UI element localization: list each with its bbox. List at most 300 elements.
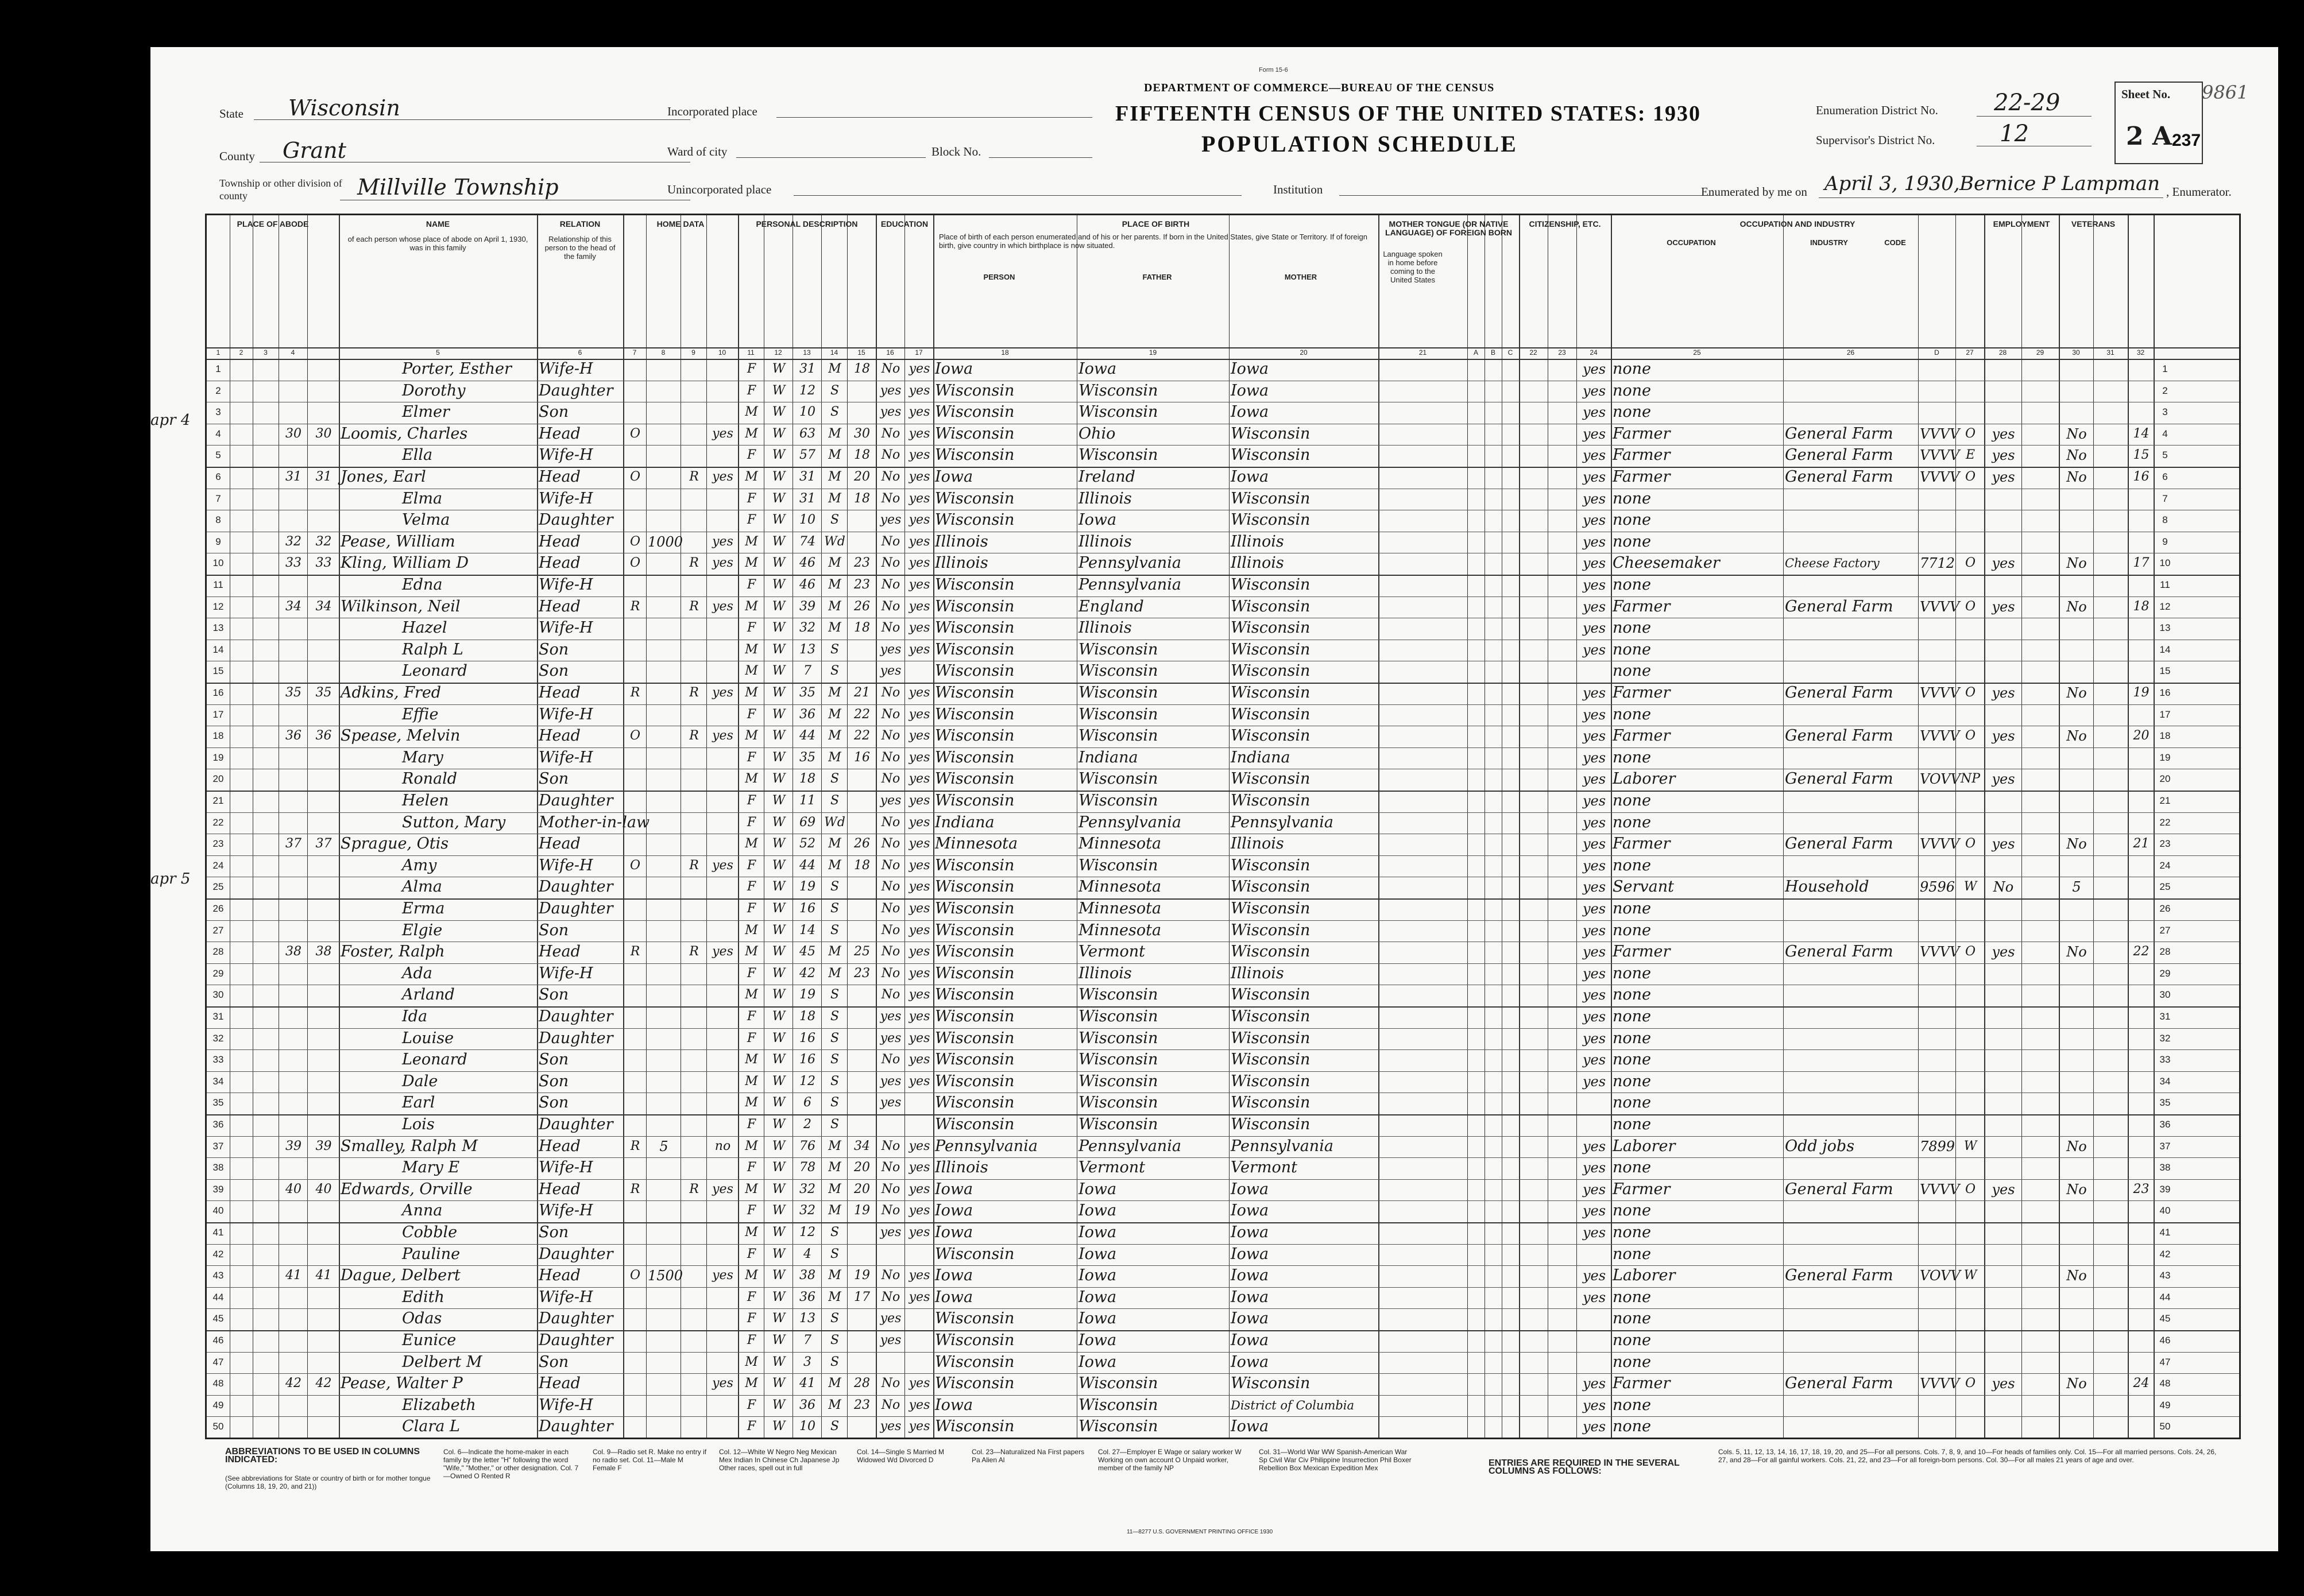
- column-number: A: [1473, 348, 1478, 357]
- line-number-right: 15: [2159, 665, 2171, 677]
- cell-ms: S: [830, 1095, 840, 1110]
- cell-rel: Wife-H: [539, 446, 593, 464]
- cell-rel: Head: [539, 684, 581, 702]
- line-number: 48: [212, 1378, 224, 1389]
- cell-name: Amy: [402, 856, 437, 874]
- line-number-right: 47: [2159, 1356, 2171, 1368]
- cell-read: yes: [909, 944, 930, 959]
- cell-occ: none: [1613, 1310, 1652, 1328]
- cell-read: yes: [909, 1268, 930, 1283]
- column-divider: [2059, 215, 2060, 1438]
- cell-agm: 26: [854, 599, 870, 614]
- header-employment: EMPLOYMENT: [1993, 219, 2050, 228]
- cell-race: W: [772, 513, 786, 528]
- cell-ms: M: [828, 578, 841, 592]
- cell-sex: F: [747, 513, 756, 528]
- unincorporated-label: Unincorporated place: [667, 183, 772, 196]
- cell-fb: Wisconsin: [1078, 1051, 1158, 1069]
- cell-pb: Wisconsin: [935, 511, 1015, 529]
- cell-sex: M: [745, 405, 758, 420]
- cell-read: yes: [909, 534, 930, 549]
- cell-ms: S: [830, 1246, 840, 1261]
- cell-ms: S: [830, 1052, 840, 1067]
- cell-name: Eunice: [402, 1331, 457, 1349]
- cell-fam: 42: [315, 1376, 332, 1391]
- cell-race: W: [772, 362, 786, 376]
- cell-mb: Wisconsin: [1231, 640, 1311, 658]
- cell-radio: R: [689, 599, 699, 614]
- cell-race: W: [772, 470, 786, 484]
- cell-fb: Wisconsin: [1078, 684, 1158, 702]
- cell-eng: yes: [1582, 577, 1606, 593]
- cell-school: yes: [880, 1419, 902, 1434]
- cell-pb: Iowa: [935, 1180, 973, 1198]
- cell-sex: F: [747, 1117, 756, 1132]
- cell-cow: O: [1965, 556, 1976, 571]
- header-person: PERSON: [983, 273, 1015, 281]
- cell-fsn: 17: [2133, 556, 2150, 571]
- cell-fb: Ohio: [1078, 424, 1116, 443]
- cell-school: yes: [880, 1311, 902, 1326]
- cell-sex: M: [745, 944, 758, 959]
- line-number-right: 43: [2159, 1270, 2171, 1281]
- cell-race: W: [772, 426, 786, 441]
- cell-sex: M: [745, 729, 758, 743]
- cell-pb: Iowa: [935, 1266, 973, 1285]
- sheet-label: Sheet No.: [2121, 87, 2171, 101]
- cell-sex: M: [745, 923, 758, 938]
- cell-name: Pease, William: [341, 532, 455, 551]
- cell-occ: none: [1613, 1202, 1652, 1220]
- cell-school: yes: [880, 793, 902, 808]
- cell-occ: none: [1613, 921, 1652, 939]
- line-number-right: 3: [2162, 406, 2168, 418]
- column-divider: [1378, 215, 1379, 1438]
- cell-mb: Wisconsin: [1231, 900, 1311, 917]
- cell-rel: Son: [539, 1353, 569, 1371]
- cell-vet: No: [2066, 685, 2087, 701]
- cell-race: W: [772, 815, 786, 830]
- line-number-right: 20: [2159, 773, 2171, 785]
- cell-rel: Daughter: [539, 1115, 613, 1133]
- cell-eng: yes: [1582, 1419, 1606, 1435]
- cell-fam: 31: [315, 470, 332, 484]
- cell-ind: General Farm: [1785, 684, 1893, 702]
- cell-own: O: [629, 729, 641, 743]
- cell-farm: yes: [712, 1268, 733, 1283]
- column-divider: [933, 215, 934, 1438]
- cell-pb: Wisconsin: [935, 1353, 1015, 1371]
- cell-race: W: [772, 405, 786, 420]
- cell-age: 2: [803, 1117, 811, 1132]
- cell-code: VOVV: [1920, 771, 1961, 788]
- line-number: 5: [215, 450, 221, 461]
- cell-rel: Head: [539, 532, 581, 551]
- cell-vet: No: [2066, 598, 2087, 615]
- cell-race: W: [772, 1246, 786, 1261]
- cell-agm: 26: [854, 836, 870, 851]
- cell-school: No: [881, 750, 900, 765]
- column-number: 27: [1966, 348, 1974, 357]
- line-number: 19: [212, 751, 224, 763]
- cell-rel: Wife-H: [539, 619, 593, 637]
- cell-code: 9596: [1920, 879, 1955, 896]
- cell-age: 44: [799, 858, 815, 873]
- cell-eng: yes: [1582, 361, 1606, 377]
- cell-own: R: [630, 1138, 640, 1153]
- cell-farm: yes: [712, 944, 733, 959]
- cell-farm: yes: [712, 685, 733, 700]
- cell-pb: Iowa: [935, 1396, 973, 1414]
- column-divider: [1519, 215, 1520, 1438]
- cell-pb: Indiana: [935, 813, 995, 831]
- cell-own: O: [629, 1268, 641, 1283]
- cell-fb: Pennsylvania: [1078, 1137, 1181, 1155]
- cell-age: 16: [799, 1031, 815, 1045]
- cell-mb: Wisconsin: [1231, 1115, 1311, 1133]
- cell-mb: Iowa: [1231, 1202, 1269, 1220]
- cell-mb: Wisconsin: [1231, 986, 1311, 1004]
- cell-farm: yes: [712, 1181, 733, 1196]
- column-divider: [847, 215, 848, 1438]
- cell-dw: 40: [285, 1181, 301, 1196]
- column-number: 29: [2036, 348, 2044, 357]
- header-father: FATHER: [1142, 273, 1172, 281]
- cell-ms: S: [830, 923, 840, 938]
- cell-rel: Wife-H: [539, 489, 593, 508]
- enumerated-label: Enumerated by me on: [1701, 185, 1807, 199]
- line-number-right: 26: [2159, 903, 2171, 914]
- cell-eng: yes: [1582, 793, 1606, 809]
- cell-read: yes: [909, 1419, 930, 1434]
- cell-ms: S: [830, 664, 840, 679]
- column-divider: [537, 215, 538, 1438]
- cell-fb: Wisconsin: [1078, 662, 1158, 680]
- cell-race: W: [772, 1419, 786, 1434]
- line-number: 39: [212, 1183, 224, 1195]
- cell-eng: yes: [1582, 685, 1606, 701]
- cell-pb: Wisconsin: [935, 619, 1015, 637]
- cell-fsn: 16: [2133, 470, 2150, 484]
- cell-ms: S: [830, 1333, 840, 1347]
- cell-ms: M: [828, 1181, 841, 1196]
- cell-sex: M: [745, 987, 758, 1002]
- header-occupation: OCCUPATION: [1667, 238, 1716, 247]
- line-number: 31: [212, 1011, 224, 1022]
- cell-race: W: [772, 621, 786, 636]
- cell-ms: S: [830, 1009, 840, 1024]
- cell-sex: F: [747, 750, 756, 765]
- cell-cow: NP: [1960, 772, 1981, 787]
- cell-occ: Laborer: [1613, 1137, 1676, 1155]
- ed-value: 22-29: [1994, 90, 2061, 116]
- cell-name: Leonard: [402, 1051, 467, 1069]
- cell-ms: S: [830, 987, 840, 1002]
- line-number-right: 11: [2160, 579, 2170, 590]
- cell-race: W: [772, 901, 786, 916]
- cell-mb: Iowa: [1231, 1245, 1269, 1263]
- cell-school: No: [881, 556, 900, 571]
- cell-sex: F: [747, 1009, 756, 1024]
- cell-own: O: [629, 858, 641, 873]
- cell-fb: Wisconsin: [1078, 446, 1158, 464]
- cell-rel: Son: [539, 1072, 569, 1090]
- cell-ms: M: [828, 1138, 841, 1153]
- cell-eng: yes: [1582, 1009, 1606, 1025]
- cell-mb: Iowa: [1231, 1417, 1269, 1436]
- cell-farm: yes: [712, 556, 733, 571]
- cell-occ: Farmer: [1613, 1180, 1671, 1198]
- column-number: 23: [1558, 348, 1566, 357]
- cell-fam: 30: [315, 426, 332, 441]
- block-label: Block No.: [931, 145, 981, 158]
- cell-race: W: [772, 1095, 786, 1110]
- cell-fsn: 20: [2133, 729, 2150, 743]
- cell-fsn: 18: [2133, 599, 2150, 614]
- cell-fb: Illinois: [1078, 532, 1132, 551]
- cell-vet: 5: [2072, 879, 2081, 896]
- cell-name: Odas: [402, 1310, 442, 1328]
- cell-ms: M: [828, 1376, 841, 1391]
- line-number: 34: [212, 1075, 224, 1087]
- cell-race: W: [772, 1376, 786, 1391]
- cell-dw: 36: [285, 729, 301, 743]
- cell-name: Arland: [402, 986, 455, 1004]
- cell-school: No: [881, 987, 900, 1002]
- cell-radio: R: [689, 944, 699, 959]
- cell-name: Kling, William D: [341, 554, 469, 572]
- cell-read: yes: [909, 858, 930, 873]
- cell-sex: M: [745, 1181, 758, 1196]
- cell-read: yes: [909, 1397, 930, 1412]
- cell-vet: No: [2066, 447, 2087, 464]
- cell-pb: Wisconsin: [935, 576, 1015, 594]
- cell-rel: Daughter: [539, 900, 613, 917]
- footer-abbrev-note: (See abbreviations for State or country of birth or for mother tongue (Columns 18, 19, 20, and 21)): [225, 1474, 431, 1490]
- cell-agm: 21: [854, 685, 870, 700]
- cell-eng: yes: [1582, 749, 1606, 766]
- cell-race: W: [772, 1031, 786, 1045]
- cell-age: 38: [799, 1268, 815, 1283]
- cell-sex: M: [745, 685, 758, 700]
- cell-agm: 28: [854, 1376, 870, 1391]
- cell-occ: none: [1613, 813, 1652, 831]
- header-mother-tongue: MOTHER TONGUE (OR NATIVE LANGUAGE) OF FOREIGN BORN: [1385, 219, 1512, 237]
- header-language-desc: Language spoken in home before coming to the United States: [1383, 250, 1443, 284]
- cell-code: VVVV: [1920, 1181, 1960, 1198]
- cell-cow: E: [1965, 448, 1976, 463]
- line-number: 42: [212, 1248, 224, 1260]
- cell-ms: M: [828, 448, 841, 463]
- cell-race: W: [772, 383, 786, 398]
- cell-eng: yes: [1582, 555, 1606, 572]
- cell-name: Helen: [402, 792, 449, 809]
- cell-fb: Wisconsin: [1078, 770, 1158, 788]
- line-number-right: 10: [2159, 557, 2171, 569]
- cell-mb: Wisconsin: [1231, 1374, 1311, 1393]
- cell-rel: Daughter: [539, 878, 613, 896]
- institution-label: Institution: [1273, 183, 1323, 196]
- cell-race: W: [772, 729, 786, 743]
- line-number: 35: [212, 1097, 224, 1109]
- cell-school: No: [881, 621, 900, 636]
- cell-read: yes: [909, 383, 930, 398]
- line-number: 44: [212, 1291, 224, 1303]
- column-number: 11: [747, 348, 755, 357]
- cell-name: Earl: [402, 1094, 435, 1112]
- line-number-right: 41: [2159, 1227, 2171, 1238]
- cell-school: No: [881, 578, 900, 592]
- cell-own: R: [630, 599, 640, 614]
- cell-eng: yes: [1582, 641, 1606, 658]
- cell-mb: Iowa: [1231, 1353, 1269, 1371]
- column-divider: [1229, 215, 1230, 1438]
- cell-pb: Wisconsin: [935, 727, 1015, 745]
- line-number: 27: [212, 924, 224, 936]
- header-name: NAME: [426, 219, 450, 228]
- cell-fb: Minnesota: [1078, 835, 1162, 853]
- cell-age: 46: [799, 578, 815, 592]
- cell-age: 12: [799, 383, 815, 398]
- cell-occ: none: [1613, 1159, 1652, 1177]
- cell-cow: O: [1965, 426, 1976, 441]
- column-number: 32: [2136, 348, 2145, 357]
- cell-ms: S: [830, 383, 840, 398]
- cell-pb: Wisconsin: [935, 381, 1015, 400]
- cell-fb: Wisconsin: [1078, 640, 1158, 658]
- cell-name: Smalley, Ralph M: [341, 1137, 478, 1155]
- column-divider: [904, 215, 905, 1438]
- line-number: 6: [215, 471, 221, 482]
- cell-eng: yes: [1582, 1073, 1606, 1090]
- cell-mb: Illinois: [1231, 835, 1284, 853]
- column-number: 13: [803, 348, 811, 357]
- cell-sex: F: [747, 966, 756, 981]
- header-industry: INDUSTRY: [1810, 238, 1848, 247]
- cell-mb: Iowa: [1231, 1223, 1269, 1241]
- line-number: 47: [212, 1356, 224, 1368]
- cell-occ: Farmer: [1613, 1374, 1671, 1393]
- cell-race: W: [772, 750, 786, 765]
- cell-read: yes: [909, 685, 930, 700]
- cell-fsn: 14: [2133, 426, 2150, 441]
- cell-sex: F: [747, 1289, 756, 1304]
- cell-read: yes: [909, 1074, 930, 1088]
- cell-read: yes: [909, 1289, 930, 1304]
- cell-rel: Son: [539, 986, 569, 1004]
- cell-emp: yes: [1992, 944, 2015, 960]
- cell-sex: M: [745, 1225, 758, 1239]
- cell-eng: yes: [1582, 987, 1606, 1004]
- cell-cow: O: [1965, 685, 1976, 700]
- cell-name: Sutton, Mary: [402, 813, 506, 831]
- cell-name: Lois: [402, 1115, 435, 1133]
- cell-eng: yes: [1582, 404, 1606, 421]
- cell-race: W: [772, 793, 786, 808]
- cell-race: W: [772, 1225, 786, 1239]
- cell-ms: M: [828, 1160, 841, 1175]
- cell-eng: yes: [1582, 1397, 1606, 1413]
- cell-agm: 20: [854, 1181, 870, 1196]
- cell-sex: F: [747, 1333, 756, 1347]
- cell-mb: Wisconsin: [1231, 446, 1311, 464]
- cell-mb: Wisconsin: [1231, 705, 1311, 723]
- cell-radio: R: [689, 1181, 699, 1196]
- cell-agm: 18: [854, 362, 870, 376]
- cell-age: 69: [799, 815, 815, 830]
- cell-school: yes: [880, 642, 902, 657]
- cell-emp: yes: [1992, 425, 2015, 442]
- cell-ms: M: [828, 491, 841, 506]
- cell-occ: none: [1613, 360, 1652, 378]
- cell-ms: M: [828, 621, 841, 636]
- cell-rel: Wife-H: [539, 748, 593, 766]
- cell-fb: Pennsylvania: [1078, 554, 1181, 572]
- cell-pb: Illinois: [935, 554, 988, 572]
- cell-sex: M: [745, 1052, 758, 1067]
- cell-emp: yes: [1992, 555, 2015, 572]
- cell-eng: yes: [1582, 1376, 1606, 1392]
- cell-pb: Wisconsin: [935, 1245, 1015, 1263]
- corner-number: 9861: [2202, 82, 2249, 103]
- cell-pb: Wisconsin: [935, 964, 1015, 982]
- cell-own: R: [630, 685, 640, 700]
- cell-fam: 40: [315, 1181, 332, 1196]
- cell-name: Edith: [402, 1288, 444, 1306]
- cell-age: 31: [799, 470, 815, 484]
- cell-age: 39: [799, 599, 815, 614]
- cell-sex: M: [745, 1268, 758, 1283]
- cell-eng: yes: [1582, 728, 1606, 745]
- cell-mb: Wisconsin: [1231, 576, 1311, 594]
- cell-name: Jones, Earl: [341, 468, 426, 486]
- cell-sex: M: [745, 1138, 758, 1153]
- column-divider: [2128, 215, 2129, 1438]
- cell-emp: yes: [1992, 447, 2015, 464]
- cell-ms: S: [830, 1311, 840, 1326]
- cell-rel: Mother-in-law: [539, 813, 650, 831]
- line-number-right: 6: [2162, 471, 2168, 482]
- cell-name: Dale: [402, 1072, 438, 1090]
- cell-race: W: [772, 1160, 786, 1175]
- line-number: 37: [212, 1140, 224, 1152]
- cell-sex: M: [745, 1354, 758, 1369]
- cell-occ: none: [1613, 511, 1652, 529]
- cell-occ: none: [1613, 792, 1652, 809]
- cell-sex: F: [747, 858, 756, 873]
- header-name-desc: of each person whose place of abode on April 1, 1930, was in this family: [347, 235, 528, 252]
- sheet-value: 2 A: [2126, 122, 2172, 151]
- cell-eng: yes: [1582, 901, 1606, 917]
- cell-code: VVVV: [1920, 1376, 1960, 1392]
- cell-sex: F: [747, 362, 756, 376]
- cell-school: No: [881, 426, 900, 441]
- cell-vet: No: [2066, 555, 2087, 572]
- cell-school: yes: [880, 513, 902, 528]
- cell-code: 7712: [1920, 555, 1955, 572]
- cell-fb: Ireland: [1078, 468, 1135, 486]
- cell-ms: M: [828, 707, 841, 722]
- cell-school: No: [881, 923, 900, 938]
- cell-name: Dague, Delbert: [341, 1266, 461, 1285]
- cell-read: yes: [909, 491, 930, 506]
- line-number: 12: [212, 601, 224, 612]
- cell-school: yes: [880, 1333, 902, 1347]
- column-divider: [876, 215, 877, 1438]
- cell-race: W: [772, 1009, 786, 1024]
- cell-race: W: [772, 1397, 786, 1412]
- cell-school: yes: [880, 1225, 902, 1239]
